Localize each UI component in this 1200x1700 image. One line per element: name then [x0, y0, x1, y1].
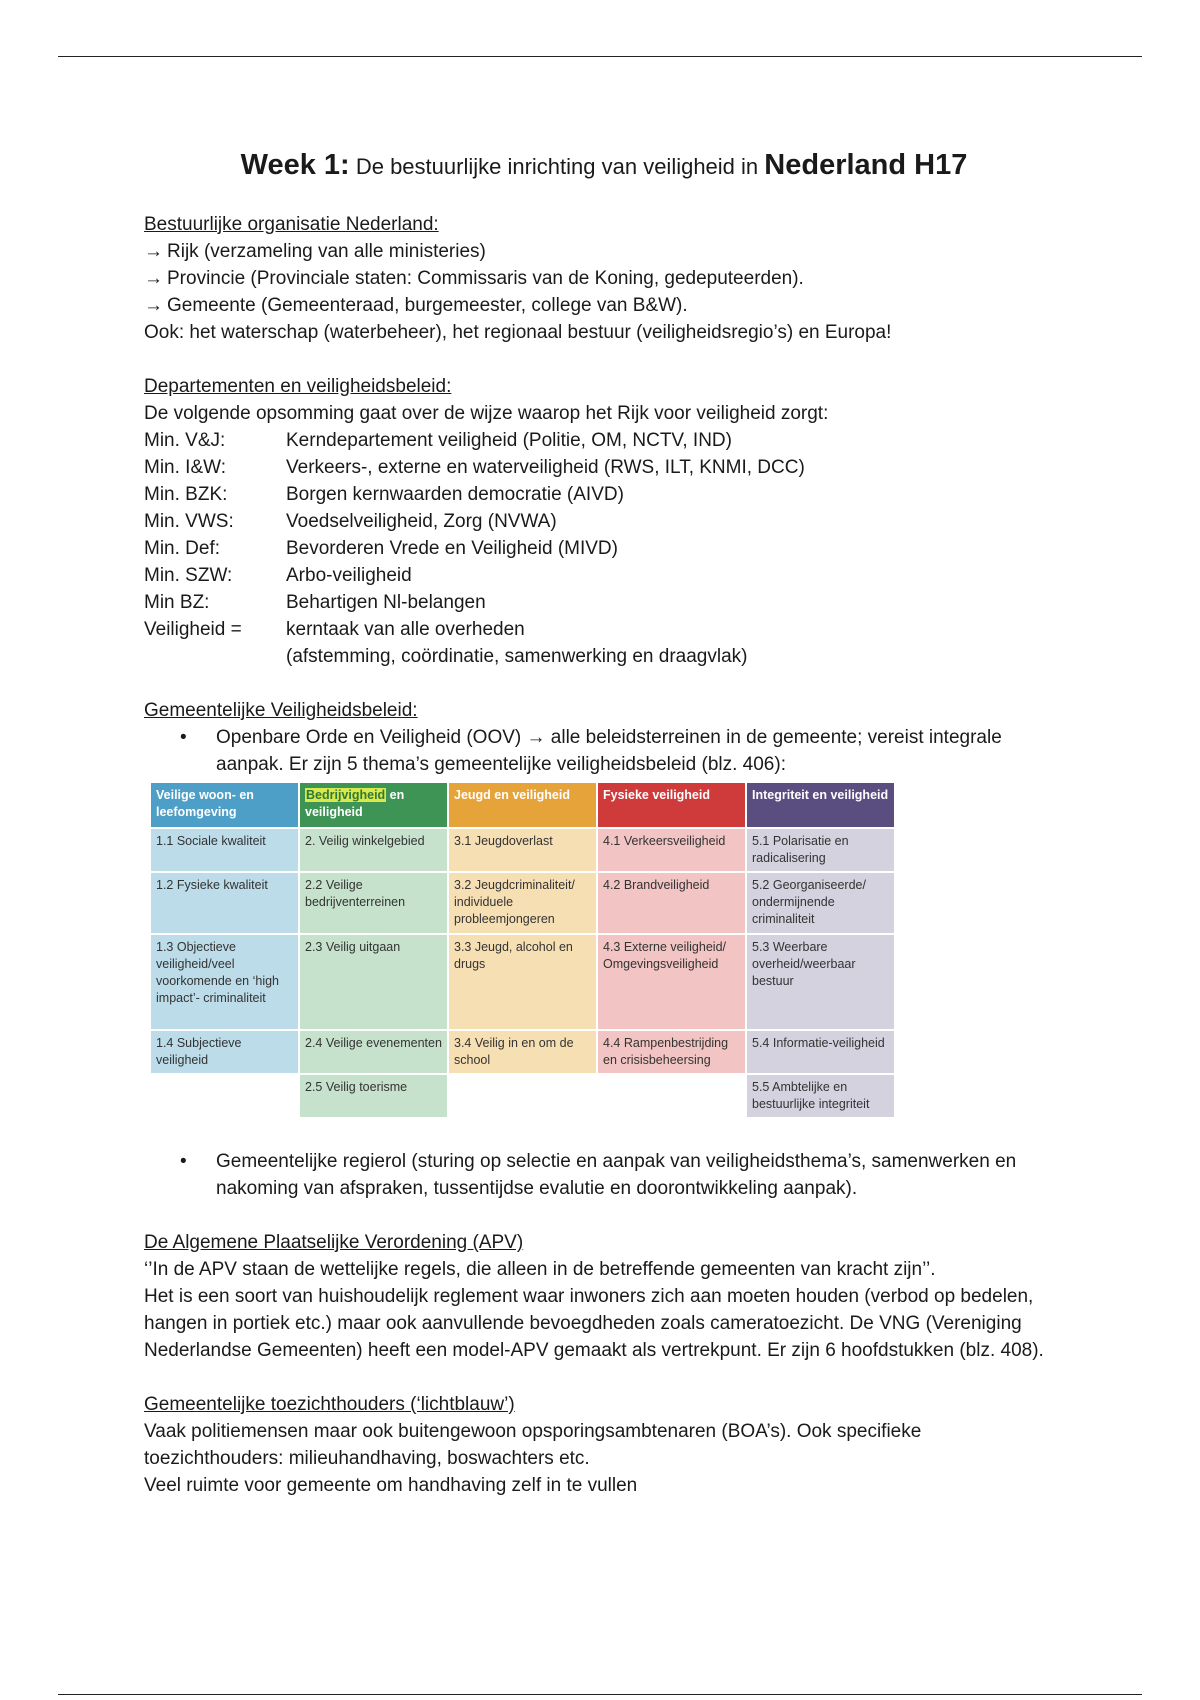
- table-cell: 1.4 Subjectieve veiligheid: [150, 1030, 299, 1074]
- column-header: Jeugd en veiligheid: [448, 782, 597, 828]
- arrow-icon: →: [144, 268, 163, 289]
- paragraph: Het is een soort van huishoudelijk reglement waar inwoners zich aan moeten houden (verbod op bedelen, hangen in portiek etc.) maar ook aanvullende bevoegdheden zoals cameratoezicht. De VNG (Vereniging Nederlandse Gemeenten) heeft een model-APV gemaakt als vertrekpunt. Er zijn 6 hoofdstukken (blz. 408).: [144, 1286, 1044, 1361]
- bullet-icon: •: [180, 727, 187, 748]
- title-subtitle: De bestuurlijke inrichting van veiligheid in: [355, 154, 759, 179]
- table-row: (afstemming, coördinatie, samenwerking en draagvlak): [286, 646, 748, 667]
- table-cell: 2.2 Veilige bedrijventerreinen: [299, 872, 448, 934]
- section-organisatie: [144, 211, 1064, 346]
- table-cell: 3.1 Jeugdoverlast: [448, 828, 597, 872]
- column-header: Fysieke veiligheid: [597, 782, 746, 828]
- arrow-icon: →: [144, 241, 163, 262]
- section-heading: Gemeentelijke toezichthouders (‘lichtblauw’): [144, 1394, 515, 1415]
- bullet-icon: •: [180, 1151, 187, 1172]
- column-header: Veilige woon- en leefomgeving: [150, 782, 299, 828]
- quote: ‘’In de APV staan de wettelijke regels, die alleen in de betreffende gemeenten van kracht zijn’’.: [144, 1259, 936, 1280]
- table-row: Veiligheid = kerntaak van alle overheden: [144, 619, 525, 640]
- table-cell: 1.2 Fysieke kwaliteit: [150, 872, 299, 934]
- table-cell: 5.1 Polarisatie en radicalisering: [746, 828, 895, 872]
- section-apv: [144, 1229, 1064, 1364]
- table-cell: 4.2 Brandveiligheid: [597, 872, 746, 934]
- table-cell: 5.2 Georganiseerde/ ondermijnende criminaliteit: [746, 872, 895, 934]
- table-row: Min BZ: Behartigen Nl-belangen: [144, 592, 486, 613]
- table-cell: 2.3 Veilig uitgaan: [299, 934, 448, 1030]
- column-header: Bedrijvigheid en veiligheid: [299, 782, 448, 828]
- section-heading: Bestuurlijke organisatie Nederland:: [144, 214, 439, 235]
- table-row: Min. I&W: Verkeers-, externe en waterveiligheid (RWS, ILT, KNMI, DCC): [144, 457, 805, 478]
- table-row: Min. VWS: Voedselveiligheid, Zorg (NVWA): [144, 511, 557, 532]
- table-row: [150, 1030, 906, 1074]
- paragraph: Vaak politiemensen maar ook buitengewoon opsporingsambtenaren (BOA’s). Ook specifieke toezichthouders: milieuhandhaving, boswachters etc.: [144, 1421, 922, 1469]
- table-cell: 1.1 Sociale kwaliteit: [150, 828, 299, 872]
- table-cell: 1.3 Objectieve veiligheid/veel voorkomende en ‘high impact’- criminaliteit: [150, 934, 299, 1030]
- bullet-list: [144, 724, 1064, 778]
- section-departementen: [144, 373, 1064, 670]
- table-row: Min. Def: Bevorderen Vrede en Veiligheid (MIVD): [144, 538, 618, 559]
- list-item: • Gemeentelijke regierol (sturing op selectie en aanpak van veiligheidsthema’s, samenwerken en nakoming van afspraken, tussentijdse evalutie en doorontwikkeling aanpak).: [144, 1148, 1064, 1202]
- column-header: Integriteit en veiligheid: [746, 782, 895, 828]
- table-cell: 4.1 Verkeersveiligheid: [597, 828, 746, 872]
- section-heading: Gemeentelijke Veiligheidsbeleid:: [144, 700, 418, 721]
- page-title: [144, 145, 1064, 187]
- section-toezicht: [144, 1391, 1064, 1499]
- table-cell: 5.4 Informatie-veiligheid: [746, 1030, 895, 1074]
- list-item: → Gemeente (Gemeenteraad, burgemeester, college van B&W).: [144, 295, 688, 316]
- list-item: • Openbare Orde en Veiligheid (OOV) → alle beleidsterreinen in de gemeente; vereist integrale aanpak. Er zijn 5 thema’s gemeentelijke veiligheidsbeleid (blz. 406):: [144, 724, 1064, 778]
- paragraph: Ook: het waterschap (waterbeheer), het regionaal bestuur (veiligheidsregio’s) en Europa!: [144, 322, 892, 343]
- table-cell: 3.2 Jeugdcriminaliteit/ individuele probleemjongeren: [448, 872, 597, 934]
- arrow-icon: →: [144, 295, 163, 316]
- title-country: Nederland H17: [764, 149, 968, 181]
- list-item: → Provincie (Provinciale staten: Commissaris van de Koning, gedeputeerden).: [144, 268, 804, 289]
- ministries-table: [144, 427, 805, 670]
- table-row: [150, 934, 906, 1030]
- paragraph: De volgende opsomming gaat over de wijze waarop het Rijk voor veiligheid zorgt:: [144, 403, 829, 424]
- table-cell: 5.5 Ambtelijke en bestuurlijke integriteit: [746, 1074, 895, 1118]
- table-row: [150, 1074, 906, 1118]
- footer-rule: [58, 1694, 1142, 1695]
- table-cell: 3.3 Jeugd, alcohol en drugs: [448, 934, 597, 1030]
- table-header-row: [150, 782, 906, 828]
- section-heading: De Algemene Plaatselijke Verordening (APV): [144, 1232, 524, 1253]
- paragraph: Veel ruimte voor gemeente om handhaving zelf in te vullen: [144, 1475, 638, 1496]
- themes-table: [150, 782, 906, 1118]
- table-cell: 2.5 Veilig toerisme: [299, 1074, 448, 1118]
- section-heading: Departementen en veiligheidsbeleid:: [144, 376, 452, 397]
- document-page: [144, 145, 1064, 1526]
- table-cell: 3.4 Veilig in en om de school: [448, 1030, 597, 1074]
- table-row: [150, 828, 906, 872]
- empty-cell: [150, 1074, 299, 1118]
- table-cell: 2. Veilig winkelgebied: [299, 828, 448, 872]
- title-week: Week 1:: [240, 149, 350, 181]
- table-cell: 2.4 Veilige evenementen: [299, 1030, 448, 1074]
- header-rule: [58, 56, 1142, 57]
- table-row: Min. BZK: Borgen kernwaarden democratie (AIVD): [144, 484, 624, 505]
- bullet-list: [144, 1148, 1064, 1202]
- table-cell: 4.4 Rampenbestrijding en crisisbeheersing: [597, 1030, 746, 1074]
- empty-cell: [597, 1074, 746, 1118]
- table-row: [150, 872, 906, 934]
- table-row: Min. V&J: Kerndepartement veiligheid (Politie, OM, NCTV, IND): [144, 430, 732, 451]
- list-item: → Rijk (verzameling van alle ministeries): [144, 241, 486, 262]
- table-row: Min. SZW: Arbo-veiligheid: [144, 565, 412, 586]
- table-cell: 5.3 Weerbare overheid/weerbaar bestuur: [746, 934, 895, 1030]
- empty-cell: [448, 1074, 597, 1118]
- section-gemeentelijk: [144, 697, 1064, 1229]
- table-cell: 4.3 Externe veiligheid/ Omgevingsveiligheid: [597, 934, 746, 1030]
